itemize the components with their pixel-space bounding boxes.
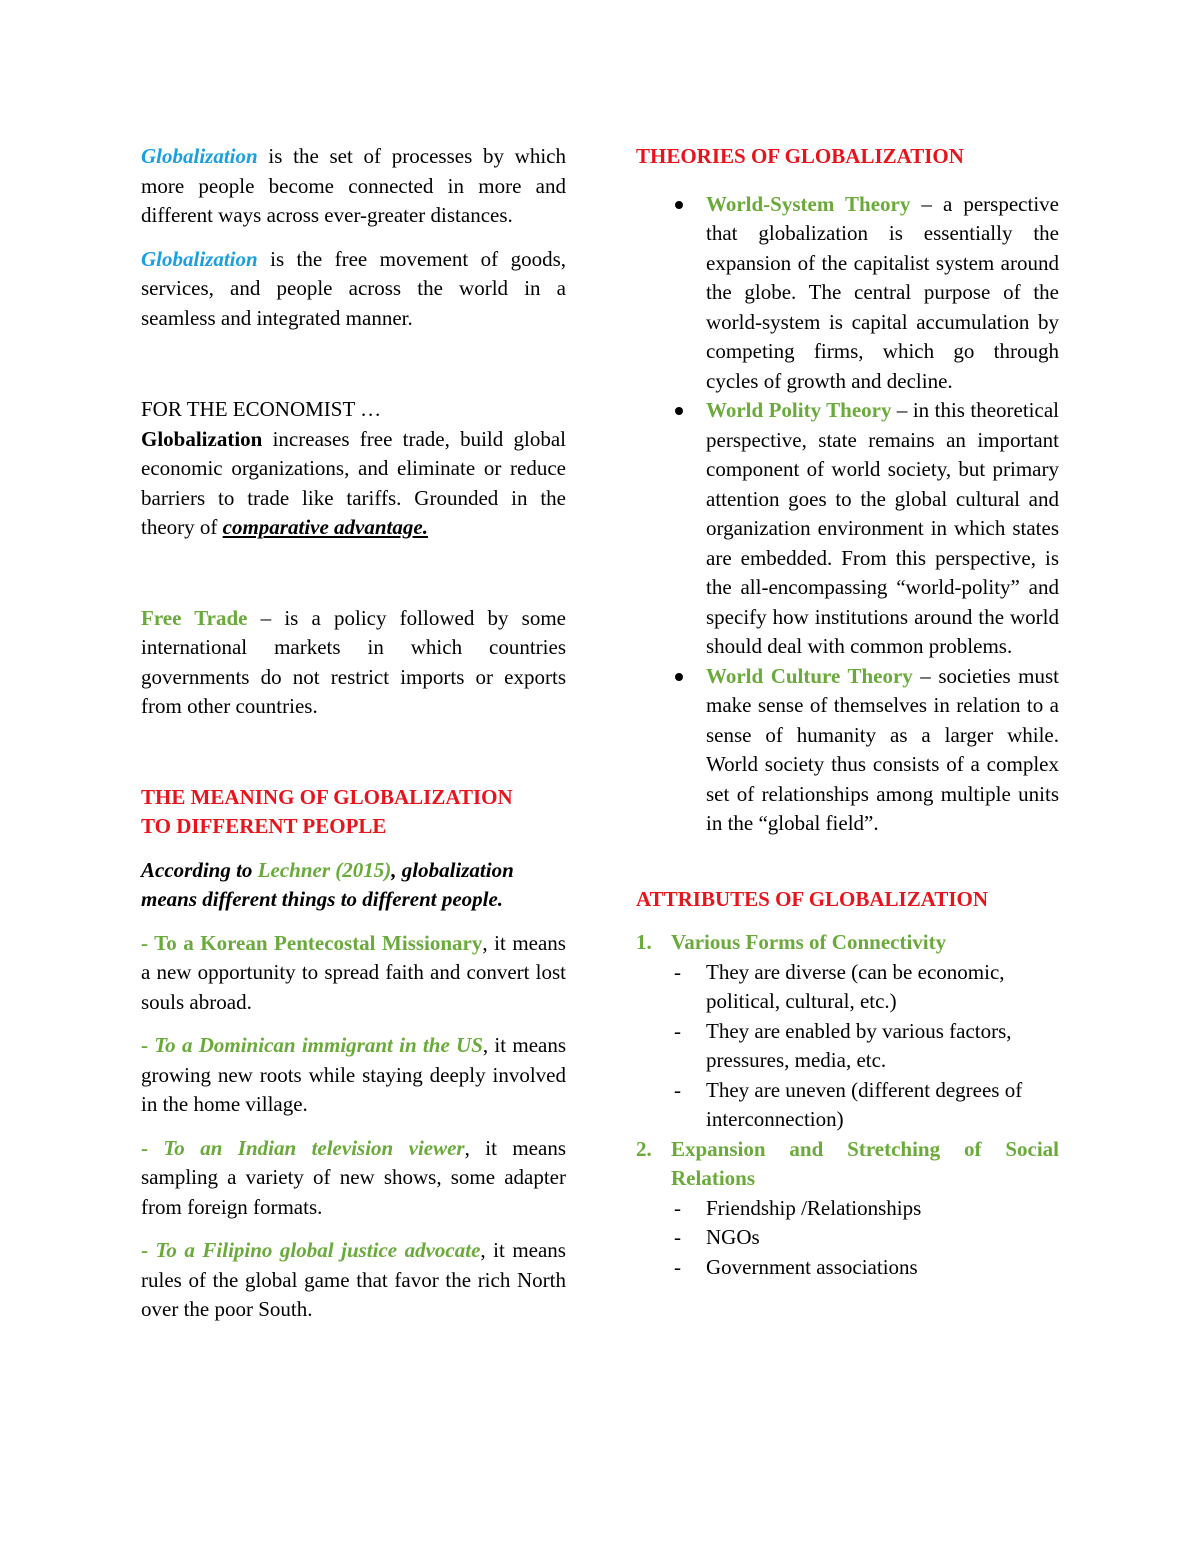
economist-heading: FOR THE ECONOMIST … <box>141 397 382 421</box>
definition-term: Globalization <box>141 246 258 271</box>
subitem-text: They are enabled by various factors, pressures, media, etc. <box>706 1018 1012 1072</box>
theory-name: World Polity Theory <box>706 398 892 422</box>
free-trade-paragraph <box>141 604 566 722</box>
meaning-item-prefix: - <box>141 930 155 955</box>
subitem-text: They are uneven (different degrees of interconnection) <box>706 1077 1023 1131</box>
meaning-heading <box>141 783 566 842</box>
meaning-item <box>141 929 566 1018</box>
bullet-icon <box>675 673 683 681</box>
meaning-item <box>141 1031 566 1120</box>
attribute-subitem <box>636 1253 1059 1283</box>
economist-paragraph <box>141 425 566 543</box>
meaning-item-who: To a Filipino global justice advocate <box>155 1238 481 1262</box>
attribute-subitem <box>636 1223 1059 1253</box>
attribute-item <box>636 1135 1059 1194</box>
theory-text: – in this theoretical perspective, state remains an important component of world society, but primary attention goes to the global cultural and organization environment in which states are embedded. From this perspective, is the all-encompassing “world-polity” and specify how institutions around the world should deal with common problems. <box>706 398 1059 658</box>
dash-icon: - <box>674 1225 681 1249</box>
theory-text: – a perspective that globalization is essentially the expansion of the capitalist system around the globe. The central purpose of the world-system is capital accumulation by competing firms, which go through cycles of growth and decline. <box>706 191 1059 393</box>
definition-text: is the set of processes by which more people become connected in more and different ways across ever-greater distances. <box>141 144 566 227</box>
meaning-heading-line2: TO DIFFERENT PEOPLE <box>141 814 387 838</box>
meaning-item-who: To a Korean Pentecostal Missionary <box>154 930 483 955</box>
theory-item <box>636 396 1059 662</box>
attribute-sublist <box>636 1194 1059 1283</box>
free-trade-text: – is a policy followed by some international markets in which countries governments do not restrict imports or exports from other countries. <box>141 605 566 718</box>
attributes-heading: ATTRIBUTES OF GLOBALIZATION <box>636 886 989 911</box>
definition-text: is the free movement of goods, services, and people across the world in a seamless and integrated manner. <box>141 246 566 330</box>
theories-heading: THEORIES OF GLOBALIZATION <box>636 144 964 168</box>
definition-2 <box>141 245 566 334</box>
meaning-heading-line1: THE MEANING OF GLOBALIZATION <box>141 784 513 809</box>
meaning-item-prefix: - <box>141 1238 156 1262</box>
comparative-advantage-link: comparative advantage. <box>222 515 428 539</box>
attribute-sublist <box>636 958 1059 1135</box>
theory-name: World Culture Theory <box>706 663 913 688</box>
attribute-subitem <box>636 958 1059 1017</box>
subitem-text: Government associations <box>706 1254 918 1279</box>
meaning-item-who: To an Indian television viewer <box>163 1135 465 1160</box>
attribute-subitem <box>636 1194 1059 1224</box>
bullet-icon <box>675 407 683 415</box>
intro-text-b: , globalization means different things to different people. <box>141 857 514 911</box>
dash-icon: - <box>674 959 681 984</box>
meaning-item-prefix: - <box>141 1033 155 1057</box>
meaning-item <box>141 1236 566 1325</box>
dash-icon: - <box>674 1077 681 1102</box>
attribute-title: Expansion and Stretching of Social Relations <box>671 1136 1059 1190</box>
theory-item <box>636 662 1059 839</box>
theory-text: – societies must make sense of themselves in relation to a sense of humanity as a larger while. World society thus consists of a complex set of relationships among multiple units in the “global field”. <box>706 663 1059 835</box>
intro-author: Lechner (2015) <box>257 857 392 882</box>
theory-name: World-System Theory <box>706 191 911 216</box>
subitem-text: NGOs <box>706 1225 760 1249</box>
definition-term: Globalization <box>141 144 258 168</box>
meaning-item-text: , it means growing new roots while staying deeply involved in the home village. <box>141 1033 567 1116</box>
meaning-item-text: , it means sampling a variety of new shows, some adapter from foreign formats. <box>141 1135 566 1219</box>
attribute-subitem <box>636 1076 1059 1135</box>
free-trade-term: Free Trade <box>141 605 248 630</box>
subitem-text: They are diverse (can be economic, political, cultural, etc.) <box>706 959 1005 1013</box>
attribute-number: 2. <box>636 1136 652 1161</box>
economist-text: increases free trade, build global economic organizations, and eliminate or reduce barriers to trade like tariffs. Grounded in the theory of <box>141 426 566 539</box>
theories-list <box>636 190 1059 839</box>
subitem-text: Friendship /Relationships <box>706 1195 922 1220</box>
meaning-item-prefix: - <box>141 1135 164 1160</box>
meaning-item-who: To a Dominican immigrant in the US <box>154 1033 483 1057</box>
meaning-intro <box>141 856 566 915</box>
dash-icon: - <box>674 1018 681 1043</box>
left-column <box>141 142 566 1325</box>
meaning-item <box>141 1134 566 1223</box>
economist-term: Globalization <box>141 426 263 451</box>
attribute-item <box>636 928 1059 958</box>
bullet-icon <box>675 201 683 209</box>
theory-item <box>636 190 1059 397</box>
meaning-item-text: , it means a new opportunity to spread faith and convert lost souls abroad. <box>141 930 566 1014</box>
right-column <box>636 142 1059 1282</box>
dash-icon: - <box>674 1254 681 1279</box>
meaning-item-text: , it means rules of the global game that favor the rich North over the poor South. <box>141 1238 566 1321</box>
dash-icon: - <box>674 1195 681 1220</box>
definition-1 <box>141 142 566 231</box>
attribute-subitem <box>636 1017 1059 1076</box>
intro-text-a: According to <box>141 857 258 882</box>
attribute-title: Various Forms of Connectivity <box>671 930 947 954</box>
attribute-number: 1. <box>636 930 652 954</box>
